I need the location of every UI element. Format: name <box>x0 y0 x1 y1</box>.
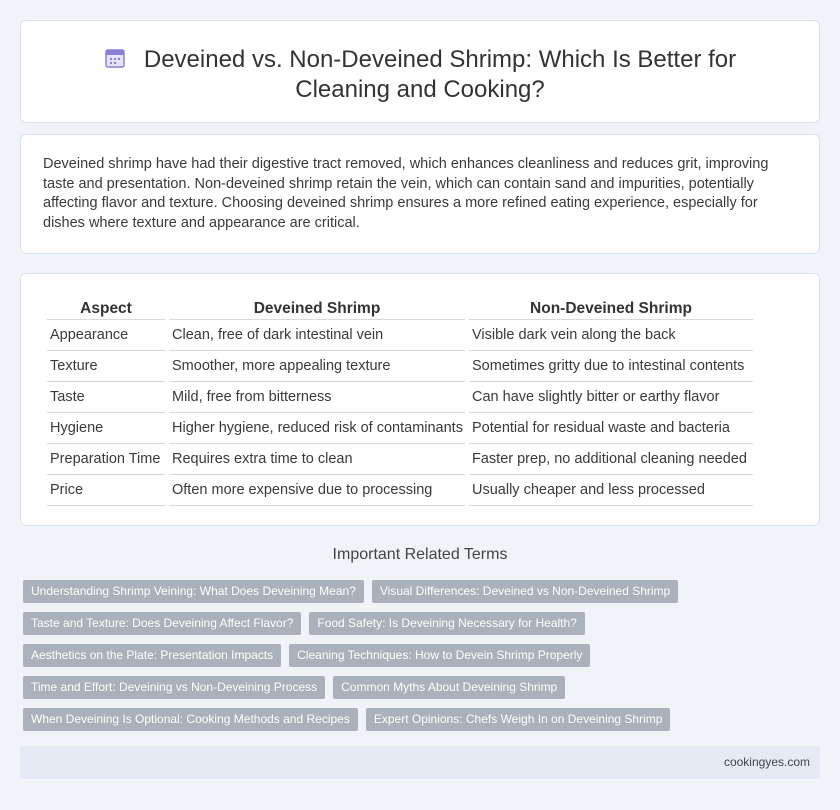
related-term-tag[interactable]: Time and Effort: Deveining vs Non-Deveining Process <box>23 676 325 699</box>
table-cell: Sometimes gritty due to intestinal contents <box>469 351 753 382</box>
table-row <box>47 320 753 351</box>
related-term-tag[interactable]: Expert Opinions: Chefs Weigh In on Deveining Shrimp <box>366 708 671 731</box>
comparison-card <box>20 273 820 526</box>
comparison-table <box>43 296 757 506</box>
related-terms-list <box>23 580 823 740</box>
table-cell: Appearance <box>47 320 165 351</box>
table-cell: Often more expensive due to processing <box>169 475 465 506</box>
footer <box>20 746 820 779</box>
tag-row <box>23 580 823 612</box>
table-cell: Taste <box>47 382 165 413</box>
tag-row <box>23 676 823 708</box>
tag-row <box>23 612 823 644</box>
related-term-tag[interactable]: When Deveining Is Optional: Cooking Methods and Recipes <box>23 708 358 731</box>
header-non-deveined: Non-Deveined Shrimp <box>469 296 753 320</box>
intro-card <box>20 134 820 254</box>
table-cell: Can have slightly bitter or earthy flavor <box>469 382 753 413</box>
page-title: Deveined vs. Non-Deveined Shrimp: Which Is Better for Cleaning and Cooking? <box>143 46 737 103</box>
table-cell: Preparation Time <box>47 444 165 475</box>
table-row <box>47 413 753 444</box>
related-term-tag[interactable]: Cleaning Techniques: How to Devein Shrimp Properly <box>289 644 590 667</box>
table-cell: Higher hygiene, reduced risk of contaminants <box>169 413 465 444</box>
header-aspect: Aspect <box>47 296 165 320</box>
table-row <box>47 444 753 475</box>
tag-row <box>23 644 823 676</box>
calendar-icon <box>104 47 126 69</box>
table-cell: Visible dark vein along the back <box>469 320 753 351</box>
table-row <box>47 382 753 413</box>
table-row <box>47 475 753 506</box>
site-link[interactable]: cookingyes.com <box>723 755 810 769</box>
table-cell: Requires extra time to clean <box>169 444 465 475</box>
table-header-row <box>47 296 753 320</box>
table-row <box>47 351 753 382</box>
related-term-tag[interactable]: Understanding Shrimp Veining: What Does Deveining Mean? <box>23 580 364 603</box>
table-cell: Smoother, more appealing texture <box>169 351 465 382</box>
related-term-tag[interactable]: Taste and Texture: Does Deveining Affect Flavor? <box>23 612 301 635</box>
table-cell: Usually cheaper and less processed <box>469 475 753 506</box>
tag-row <box>23 708 823 740</box>
table-cell: Texture <box>47 351 165 382</box>
related-term-tag[interactable]: Food Safety: Is Deveining Necessary for Health? <box>309 612 584 635</box>
header-card <box>20 20 820 123</box>
header-deveined: Deveined Shrimp <box>169 296 465 320</box>
page-title-row <box>21 45 819 105</box>
table-cell: Faster prep, no additional cleaning needed <box>469 444 753 475</box>
related-term-tag[interactable]: Visual Differences: Deveined vs Non-Deveined Shrimp <box>372 580 678 603</box>
table-cell: Clean, free of dark intestinal vein <box>169 320 465 351</box>
table-cell: Potential for residual waste and bacteria <box>469 413 753 444</box>
intro-paragraph: Deveined shrimp have had their digestive tract removed, which enhances cleanliness and reduces grit, improving taste and presentation. Non-deveined shrimp retain the vein, which can contain sand and impurities, potentially affecting flavor and texture. Choosing deveined shrimp ensures a more refined eating experience, especially for dishes where texture and appearance are critical. <box>43 156 769 231</box>
related-terms-title: Important Related Terms <box>332 546 508 563</box>
table-cell: Hygiene <box>47 413 165 444</box>
table-cell: Mild, free from bitterness <box>169 382 465 413</box>
table-cell: Price <box>47 475 165 506</box>
related-term-tag[interactable]: Common Myths About Deveining Shrimp <box>333 676 565 699</box>
related-term-tag[interactable]: Aesthetics on the Plate: Presentation Impacts <box>23 644 281 667</box>
